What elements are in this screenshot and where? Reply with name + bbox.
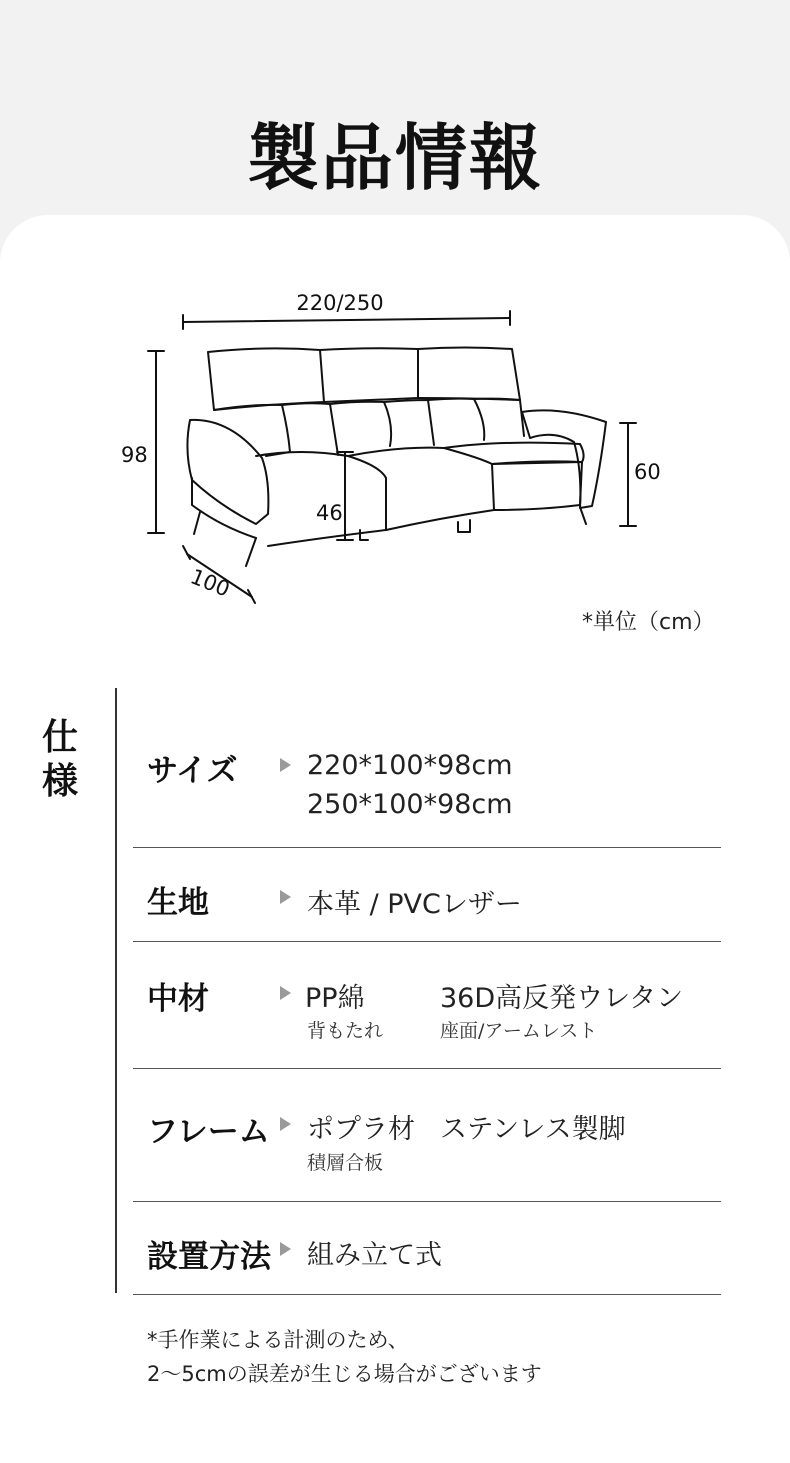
footnote-line-1: *手作業による計測のため、 — [147, 1328, 409, 1352]
spec-label-filling: 中材 — [147, 981, 209, 1017]
triangle-right-icon — [280, 758, 291, 772]
spec-label-size: サイズ — [147, 753, 238, 789]
spec-divider — [133, 941, 721, 942]
spec-vertical-rule — [115, 688, 117, 1293]
spec-heading-char: 仕 — [41, 717, 78, 758]
fabric-value: 本革 / PVCレザー — [307, 889, 522, 920]
arm-height-dimension-label: 60 — [634, 460, 661, 484]
spec-divider — [133, 1068, 721, 1069]
seat-height-dimension-label: 46 — [316, 501, 343, 525]
size-value-1: 220*100*98cm — [307, 750, 513, 781]
sofa-dimension-diagram — [0, 0, 790, 660]
spec-label-installation: 設置方法 — [147, 1239, 271, 1275]
frame-item-1-main: ポプラ材 — [307, 1114, 415, 1145]
unit-note: *単位（cm） — [582, 610, 715, 635]
spec-divider — [133, 1294, 721, 1295]
filling-item-1-sub: 背もたれ — [307, 1020, 384, 1042]
height-dimension-label: 98 — [121, 443, 148, 467]
spec-divider — [133, 1201, 721, 1202]
depth-dimension-label: 100 — [186, 564, 234, 602]
filling-item-1-main: PP綿 — [305, 983, 365, 1014]
page-title: 製品情報 — [246, 116, 543, 200]
installation-value: 組み立て式 — [307, 1240, 442, 1271]
spec-label-frame: フレーム — [147, 1114, 270, 1150]
filling-item-2-sub: 座面/アームレスト — [440, 1020, 598, 1042]
frame-item-2-main: ステンレス製脚 — [440, 1114, 626, 1145]
spec-label-fabric: 生地 — [147, 885, 209, 921]
triangle-right-icon — [280, 890, 291, 904]
triangle-right-icon — [280, 1117, 291, 1131]
triangle-right-icon — [280, 986, 291, 1000]
frame-item-1-sub: 積層合板 — [307, 1152, 384, 1174]
footnote-line-2: 2～5cmの誤差が生じる場合がございます — [147, 1362, 542, 1386]
size-value-2: 250*100*98cm — [307, 789, 513, 820]
spec-heading-char: 様 — [41, 761, 78, 802]
spec-divider — [133, 847, 721, 848]
triangle-right-icon — [280, 1242, 291, 1256]
filling-item-2-main: 36D高反発ウレタン — [440, 983, 684, 1014]
width-dimension-label: 220/250 — [296, 291, 384, 315]
spec-heading — [38, 716, 82, 804]
